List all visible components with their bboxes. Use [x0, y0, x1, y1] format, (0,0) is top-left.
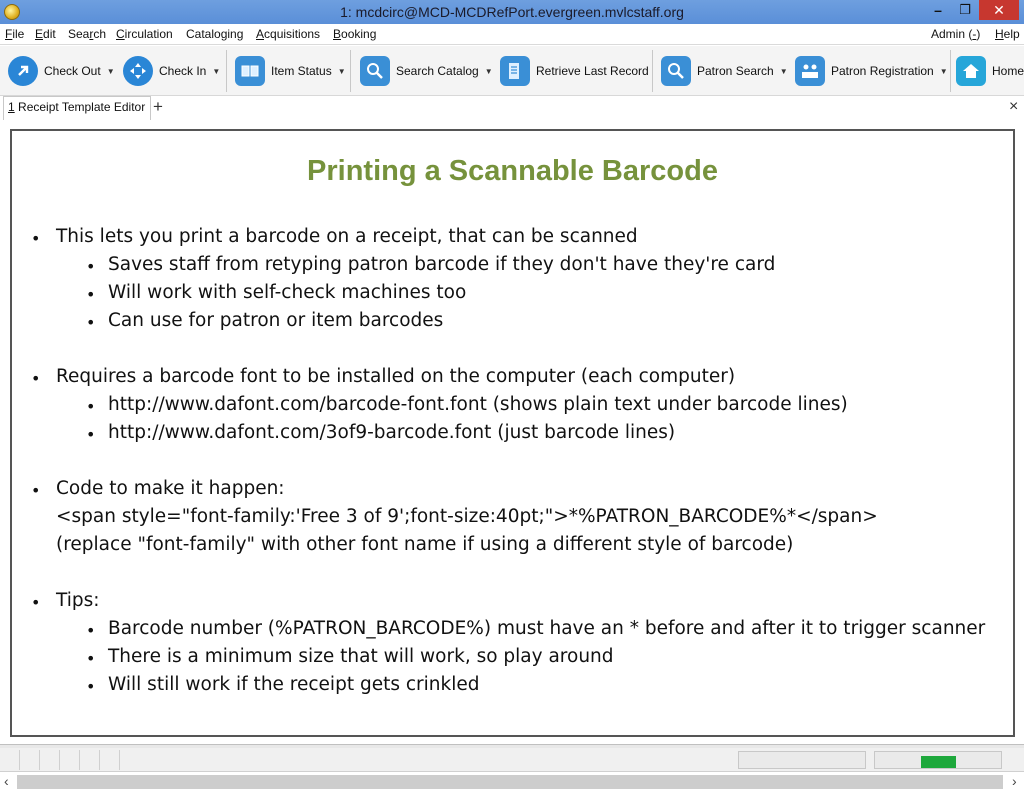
- window-title: 1: mcdcirc@MCD-MCDRefPort.evergreen.mvlcstaff.org: [340, 4, 684, 20]
- patron-search-button[interactable]: [661, 54, 788, 88]
- menu-label: ): [976, 27, 981, 41]
- bullet-icon: •: [86, 621, 96, 640]
- menu-accesskey: r: [89, 27, 94, 41]
- menu-accesskey: -: [972, 27, 977, 41]
- dropdown-arrow-icon[interactable]: ▼: [337, 66, 346, 76]
- status-cell: [60, 750, 80, 770]
- toolbar-separator: [350, 50, 351, 92]
- receipt-template-content: [10, 129, 1015, 737]
- menu-accesskey: g: [220, 27, 228, 41]
- sub-bullet-text: Can use for patron or item barcodes: [108, 310, 444, 331]
- new-tab-button[interactable]: +: [153, 97, 163, 116]
- tab-label: Receipt Template Editor: [14, 100, 146, 114]
- dropdown-arrow-icon[interactable]: ▼: [779, 66, 788, 76]
- bullet-icon: •: [86, 677, 96, 696]
- bullet-icon: •: [31, 481, 41, 500]
- check-out-label: Check Out: [44, 64, 101, 78]
- menu-file[interactable]: [5, 27, 24, 41]
- menu-help[interactable]: [995, 27, 1020, 41]
- toolbar: [0, 46, 1024, 96]
- home-label: Home: [992, 64, 1024, 78]
- search-catalog-icon: [360, 56, 390, 86]
- scroll-left-icon[interactable]: ‹: [4, 773, 9, 789]
- retrieve-last-record-button[interactable]: [500, 54, 649, 88]
- sub-bullet-text: Barcode number (%PATRON_BARCODE%) must have an * before and after it to trigger scanner: [108, 618, 986, 639]
- menu-accesskey: C: [116, 27, 125, 41]
- sub-bullet-text: Will work with self-check machines too: [108, 282, 467, 303]
- menu-acquisitions[interactable]: [256, 27, 320, 41]
- bullet-text: This lets you print a barcode on a receipt, that can be scanned: [56, 226, 638, 247]
- home-icon: [956, 56, 986, 86]
- scroll-thumb[interactable]: [17, 775, 1003, 789]
- bullet-icon: •: [31, 593, 41, 612]
- checkin-icon: [123, 56, 153, 86]
- check-in-button[interactable]: [123, 54, 220, 88]
- minimize-button[interactable]: –: [934, 2, 942, 18]
- close-window-button[interactable]: ✕: [979, 0, 1019, 20]
- menu-booking[interactable]: [333, 27, 376, 41]
- bullet-icon: •: [86, 397, 96, 416]
- bullet-text: (replace "font-family" with other font name if using a different style of barcode): [56, 534, 794, 555]
- bullet-icon: •: [86, 649, 96, 668]
- check-out-button[interactable]: [8, 54, 115, 88]
- scroll-right-icon[interactable]: ›: [1012, 773, 1017, 789]
- bullet-icon: •: [31, 369, 41, 388]
- status-bar: [0, 748, 1024, 772]
- maximize-button[interactable]: ❐: [959, 2, 971, 17]
- window-title-bar: [0, 0, 1024, 24]
- menu-accesskey: B: [333, 27, 342, 41]
- dropdown-arrow-icon[interactable]: ▼: [484, 66, 493, 76]
- tab-receipt-template-editor[interactable]: [3, 96, 151, 120]
- item-status-label: Item Status: [271, 64, 332, 78]
- home-button[interactable]: [956, 54, 1024, 88]
- dropdown-arrow-icon[interactable]: ▼: [106, 66, 115, 76]
- menu-accesskey: H: [995, 27, 1004, 41]
- menu-circulation[interactable]: [116, 27, 173, 41]
- menu-label: ch: [93, 27, 107, 41]
- patron-registration-icon: [795, 56, 825, 86]
- menu-label: elp: [1003, 27, 1020, 41]
- item-status-icon: [235, 56, 265, 86]
- bullet-text: Code to make it happen:: [56, 478, 285, 499]
- sub-bullet-text: Saves staff from retyping patron barcode if they don't have they're card: [108, 254, 776, 275]
- progress-meter: [874, 751, 1002, 769]
- search-catalog-button[interactable]: [360, 54, 493, 88]
- progress-fill: [921, 756, 956, 768]
- dropdown-arrow-icon[interactable]: ▼: [939, 66, 948, 76]
- menu-cataloging[interactable]: [186, 27, 243, 41]
- sub-bullet-text: http://www.dafont.com/3of9-barcode.font (just barcode lines): [108, 422, 676, 443]
- status-cell: [40, 750, 60, 770]
- bullet-text: Requires a barcode font to be installed on the computer (each computer): [56, 366, 736, 387]
- menu-label: ing: [227, 27, 244, 41]
- sub-bullet-text: http://www.dafont.com/barcode-font.font (shows plain text under barcode lines): [108, 394, 848, 415]
- item-status-button[interactable]: [235, 54, 346, 88]
- menu-label: Catalo: [186, 27, 221, 41]
- checkout-icon: [8, 56, 38, 86]
- toolbar-separator: [950, 50, 951, 92]
- search-catalog-label: Search Catalog: [396, 64, 479, 78]
- menu-edit[interactable]: [35, 27, 56, 41]
- close-tab-button[interactable]: ×: [1009, 98, 1019, 115]
- bullet-icon: •: [86, 425, 96, 444]
- retrieve-last-record-label: Retrieve Last Record: [536, 64, 649, 78]
- bullet-icon: •: [31, 229, 41, 248]
- tab-accesskey: 1: [8, 100, 15, 114]
- menu-admin[interactable]: [931, 27, 980, 41]
- patron-search-label: Patron Search: [697, 64, 774, 78]
- menu-label: Admin (: [931, 27, 973, 41]
- menu-label: Sea: [68, 27, 90, 41]
- menu-accesskey: E: [35, 27, 44, 41]
- toolbar-separator: [652, 50, 653, 92]
- sub-bullet-text: There is a minimum size that will work, so play around: [108, 646, 614, 667]
- menu-label: ooking: [341, 27, 377, 41]
- toolbar-separator: [226, 50, 227, 92]
- status-field: [738, 751, 866, 769]
- bullet-icon: •: [86, 257, 96, 276]
- horizontal-scrollbar[interactable]: [0, 772, 1024, 791]
- status-cell: [80, 750, 100, 770]
- menu-accesskey: F: [5, 27, 13, 41]
- bullet-icon: •: [86, 313, 96, 332]
- tab-bar: [0, 96, 1024, 120]
- check-in-label: Check In: [159, 64, 207, 78]
- page-title: Printing a Scannable Barcode: [307, 155, 718, 187]
- code-text: <span style="font-family:'Free 3 of 9';font-size:40pt;">*%PATRON_BARCODE%*</span>: [56, 506, 878, 527]
- patron-registration-button[interactable]: [795, 54, 948, 88]
- status-cell: [0, 750, 20, 770]
- status-cell: [100, 750, 120, 770]
- menu-bar: [0, 24, 1024, 45]
- menu-label: cquisitions: [264, 27, 321, 41]
- sub-bullet-text: Will still work if the receipt gets crinkled: [108, 674, 480, 695]
- bullet-icon: •: [86, 285, 96, 304]
- patron-search-icon: [661, 56, 691, 86]
- bullet-text: Tips:: [56, 590, 100, 611]
- patron-registration-label: Patron Registration: [831, 64, 934, 78]
- menu-search[interactable]: [68, 27, 106, 41]
- dropdown-arrow-icon[interactable]: ▼: [212, 66, 221, 76]
- menu-label: ile: [12, 27, 25, 41]
- status-cell: [20, 750, 40, 770]
- menu-label: irculation: [124, 27, 173, 41]
- retrieve-record-icon: [500, 56, 530, 86]
- menu-accesskey: A: [256, 27, 265, 41]
- menu-label: dit: [43, 27, 56, 41]
